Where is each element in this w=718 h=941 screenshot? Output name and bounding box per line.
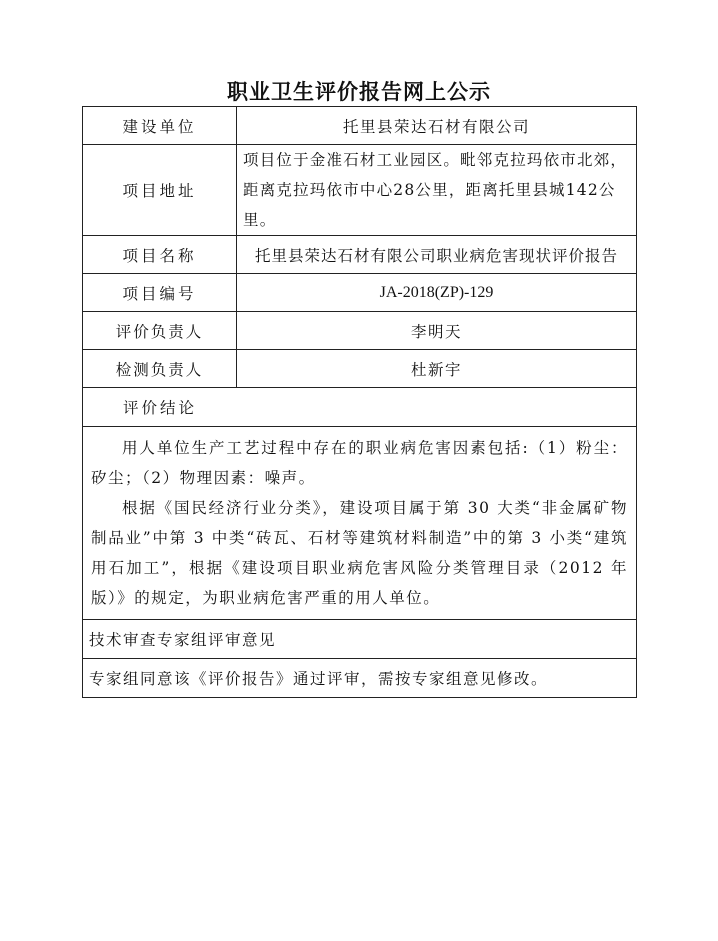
table-row — [83, 236, 637, 274]
label-project-number: 项目编号 — [83, 274, 237, 312]
value-project-number: JA-2018(ZP)-129 — [237, 274, 637, 312]
value-testing-lead: 杜新宇 — [237, 350, 637, 388]
table-row — [83, 107, 637, 145]
address-line: 距离克拉玛依市中心28公里，距离托里县城142公里。 — [243, 181, 616, 229]
table-row — [83, 427, 637, 620]
conclusion-paragraph: 根据《国民经济行业分类》，建设项目属于第 30 大类“非金属矿物制品业”中第 3 中类“砖瓦、石材等建筑材料制造”中的第 3 小类“建筑用石加工”，根据《建设项目职业病危害风险分类管理目录（2012 年版）》的规定，为职业病危害严重的用人单位。 — [91, 499, 628, 607]
value-project-name: 托里县荣达石材有限公司职业病危害现状评价报告 — [237, 236, 637, 274]
table-row — [83, 145, 637, 236]
table-row — [83, 350, 637, 388]
value-evaluation-lead: 李明天 — [237, 312, 637, 350]
table-row — [83, 274, 637, 312]
disclosure-table — [82, 106, 637, 698]
conclusion-paragraph: 用人单位生产工艺过程中存在的职业病危害因素包括:（1）粉尘：矽尘；（2）物理因素：噪声。 — [91, 439, 628, 487]
value-construction-unit: 托里县荣达石材有限公司 — [237, 107, 637, 145]
review-opinion: 专家组同意该《评价报告》通过评审，需按专家组意见修改。 — [83, 659, 637, 698]
table-row — [83, 388, 637, 427]
table-row — [83, 659, 637, 698]
conclusion-heading: 评价结论 — [83, 388, 637, 427]
label-construction-unit: 建设单位 — [83, 107, 237, 145]
table-row — [83, 620, 637, 659]
conclusion-body — [83, 427, 637, 620]
label-project-address: 项目地址 — [83, 145, 237, 236]
value-project-address — [237, 145, 637, 236]
label-testing-lead: 检测负责人 — [83, 350, 237, 388]
label-project-name: 项目名称 — [83, 236, 237, 274]
label-evaluation-lead: 评价负责人 — [83, 312, 237, 350]
address-line: 项目位于金准石材工业园区。毗邻克拉玛依市北郊， — [243, 151, 628, 169]
review-heading: 技术审查专家组评审意见 — [83, 620, 637, 659]
page-title: 职业卫生评价报告网上公示 — [227, 79, 491, 104]
table-row — [83, 312, 637, 350]
